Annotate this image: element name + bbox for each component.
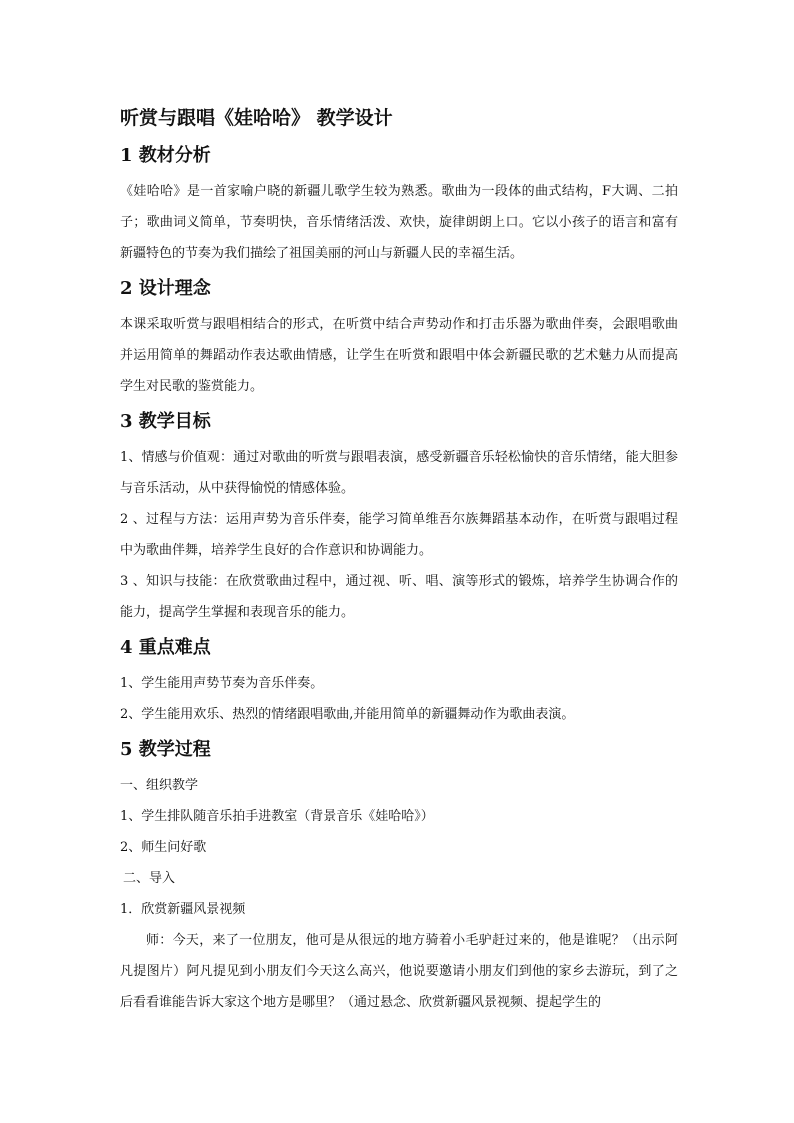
paragraph: 2、学生能用欢乐、热烈的情绪跟唱歌曲,并能用简单的新疆舞动作为歌曲表演。 bbox=[120, 707, 575, 722]
paragraph: 师：今天，来了一位朋友，他可是从很远的地方骑着小毛驴赶过来的，他是谁呢？（出示阿凡提图片）阿凡提见到小朋友们今天这么高兴，他说要邀请小朋友们到他的家乡去游玩，到了之后看看谁能告诉大家这个地方是哪里？（通过悬念、欣赏新疆风景视频、提起学生的 bbox=[120, 933, 678, 1010]
document-title: 听赏与跟唱《娃哈哈》 教学设计 bbox=[120, 107, 393, 129]
section-heading-teaching-process: 5 教学过程 bbox=[120, 739, 211, 760]
document-page bbox=[120, 100, 678, 1018]
list-item: 1、学生排队随音乐拍手进教室（背景音乐《娃哈哈》） bbox=[120, 809, 434, 824]
section-heading-key-points: 4 重点难点 bbox=[120, 637, 211, 658]
list-item: 一、组织教学 bbox=[120, 778, 199, 793]
paragraph: 3 、知识与技能：在欣赏歌曲过程中，通过视、听、唱、演等形式的锻炼，培养学生协调合作的能力，提高学生掌握和表现音乐的能力。 bbox=[120, 574, 678, 620]
list-item: 二、导入 bbox=[123, 871, 176, 886]
paragraph: 本课采取听赏与跟唱相结合的形式，在听赏中结合声势动作和打击乐器为歌曲伴奏，会跟唱歌曲并运用简单的舞蹈动作表达歌曲情感，让学生在听赏和跟唱中体会新疆民歌的艺术魅力从而提高学生对民歌的鉴赏能力。 bbox=[120, 317, 678, 394]
section-heading-material-analysis: 1 教材分析 bbox=[120, 145, 211, 166]
list-item: 2、师生问好歌 bbox=[120, 840, 207, 855]
section-heading-design-concept: 2 设计理念 bbox=[120, 278, 211, 299]
section-heading-teaching-goals: 3 教学目标 bbox=[120, 411, 211, 432]
list-item: 1．欣赏新疆风景视频 bbox=[120, 902, 246, 917]
paragraph: 2 、过程与方法：运用声势为音乐伴奏，能学习简单维吾尔族舞蹈基本动作，在听赏与跟唱过程中为歌曲伴舞，培养学生良好的合作意识和协调能力。 bbox=[120, 512, 678, 558]
paragraph: 《娃哈哈》是一首家喻户晓的新疆儿歌学生较为熟悉。歌曲为一段体的曲式结构，F大调、二拍子；歌曲词义简单，节奏明快，音乐情绪活泼、欢快，旋律朗朗上口。它以小孩子的语言和富有新疆特色的节奏为我们描绘了祖国美丽的河山与新疆人民的幸福生活。 bbox=[120, 184, 678, 261]
paragraph: 1、学生能用声势节奏为音乐伴奏。 bbox=[120, 676, 324, 691]
paragraph: 1、情感与价值观：通过对歌曲的听赏与跟唱表演，感受新疆音乐轻松愉快的音乐情绪，能大胆参与音乐活动，从中获得愉悦的情感体验。 bbox=[120, 450, 678, 496]
